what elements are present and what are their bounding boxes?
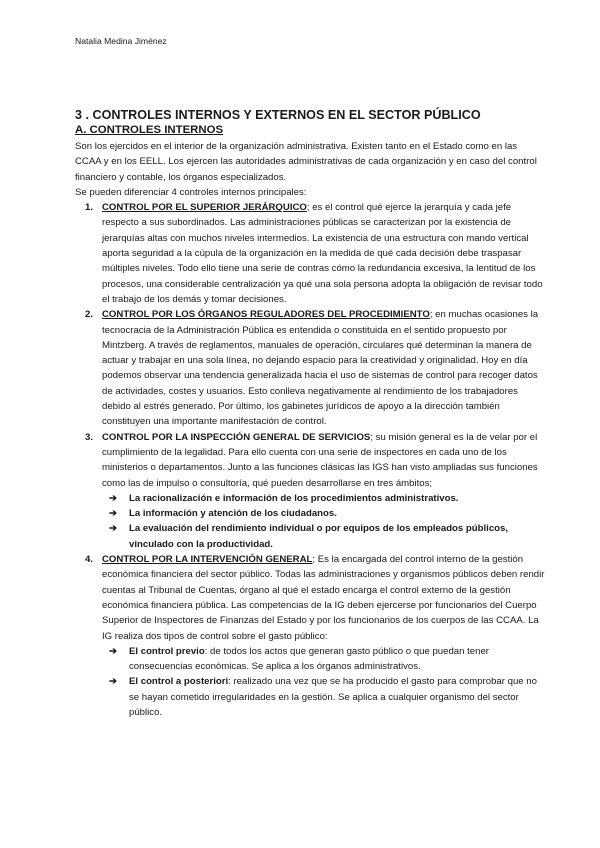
- sub-item-text: : de todos los actos que generan gasto público o que puedan tener consecuencias económicas. Se aplica a los órganos administrativos.: [129, 645, 489, 673]
- sub-item-label: El control previo: [129, 645, 205, 657]
- list-item-control-2: [75, 307, 545, 429]
- list-item-control-1: [75, 200, 545, 307]
- arrow-right-icon: ➔: [109, 523, 118, 535]
- subsection-title: A. CONTROLES INTERNOS: [75, 124, 224, 136]
- sub-list-item: [102, 674, 545, 720]
- item-body: ; es el control qué ejerce la jerarquía y cada jefe respecto a sus subordinados. Las administraciones públicas se caracterizan por la existencia de jerarquías altas con muchos niveles intermedios. La existencia de una estructura con mando vertical aporta seguridad a la cúpula de la organización en la medida de qué cada decisión debe traspasar múltiples niveles. Todo ello tiene una serie de contras cómo la redundancia excesiva, la lentitud de los procesos, una considerable centralización ya qué una sola persona adopta la obligación de revisar todo el trabajo de los demás y tomar decisiones.: [102, 202, 543, 305]
- arrow-right-icon: ➔: [109, 645, 118, 657]
- item-body: ; Es la encargada del control interno de la gestión económica financiera del sector público. Todas las administraciones y organismos públicos deben rendir cuentas al Tribunal de Cuentas, órgano al qué el estado encarga el control externo de la gestión económica financiera pública. Las competencias de la IG deben ejercerse por funcionarios del Cuerpo Superior de Inspectores de Finanzas del Estado y por los funcionarios de los cuerpos de las CCAA. La IG realiza dos tipos de control sobre el gasto público:: [102, 554, 545, 642]
- section-title: 3 . CONTROLES INTERNOS Y EXTERNOS EN EL SECTOR PÚBLICO: [75, 108, 481, 122]
- sub-list-item: ➔ La racionalización e información de los procedimientos administrativos.: [102, 491, 545, 506]
- item-body: ; en muchas ocasiones la tecnocracia de la Administración Pública es entendida o constituida en el sentido propuesto por Mintzberg. A través de reglamentos, manuales de operación, circulares qué determinan la manera de actuar y trabajar en una sola línea, no dejando espacio para la creatividad y originalidad. Hoy en día podemos observar una tendencia generalizada hacia el uso de sistemas de control para recoger datos de actividades, costes y usuarios. Esto conlleva negativamente al rendimiento de los trabajadores debido al estrés generado. Por último, los gabinetes jurídicos de apoyo a la dirección también constituyen una importante manifestación de control.: [102, 309, 539, 428]
- sub-list-item: [102, 644, 545, 675]
- item-number: 2.: [85, 309, 94, 321]
- item-title: CONTROL POR EL SUPERIOR JERÁRQUICO: [102, 202, 307, 214]
- intro-paragraph: Son los ejercidos en el interior de la organización administrativa. Existen tanto en el Estado como en las CCAA y en los EELL. Los ejercen las autoridades administrativas de cada organización y en caso del control financiero y contable, los órganos especializados.: [75, 141, 537, 183]
- item-body: ; su misión general es la de velar por el cumplimiento de la legalidad. Para ello cuenta con una serie de inspectores en cada uno de los ministerios o departamentos. Junto a las funciones clásicas las IGS han visto ampliadas sus funciones como las de impulso o consultoría, qué pueden desarrollarse en tres ámbitos;: [102, 431, 538, 489]
- igs-areas-list: [102, 491, 545, 552]
- expense-control-types-list: [102, 644, 545, 720]
- item-title: CONTROL POR LOS ÓRGANOS REGULADORES DEL PROCEDIMIENTO: [102, 309, 430, 321]
- page-header-author: Natalia Medina Jiménez: [75, 36, 167, 46]
- sub-list-item: ➔ La información y atención de los ciudadanos.: [102, 506, 545, 521]
- item-number: 4.: [85, 554, 94, 566]
- item-title: CONTROL POR LA INSPECCIÓN GENERAL DE SERVICIOS: [102, 431, 371, 443]
- sub-list-item: ➔ La evaluación del rendimiento individual o por equipos de los empleados públicos, vinculado con la productividad.: [109, 523, 509, 550]
- sub-item-label: El control a posteriori: [129, 676, 229, 688]
- list-item-control-4: [75, 552, 545, 720]
- arrow-right-icon: ➔: [109, 492, 118, 504]
- item-number: 1.: [85, 202, 94, 214]
- document-body: [75, 107, 545, 720]
- arrow-right-icon: ➔: [109, 676, 118, 688]
- item-title: CONTROL POR LA INTERVENCIÓN GENERAL: [102, 554, 313, 566]
- sub-item-text: : realizado una vez que se ha producido el gasto para comprobar que no se hayan cometido irregularidades en la gestión. Se aplica a cualquier organismo del sector público.: [129, 676, 537, 718]
- list-item-control-3: [75, 430, 545, 552]
- intro-lead-in: Se pueden diferenciar 4 controles internos principales:: [75, 186, 307, 198]
- arrow-right-icon: ➔: [109, 508, 118, 520]
- item-number: 3.: [85, 431, 94, 443]
- controls-list: [75, 200, 545, 720]
